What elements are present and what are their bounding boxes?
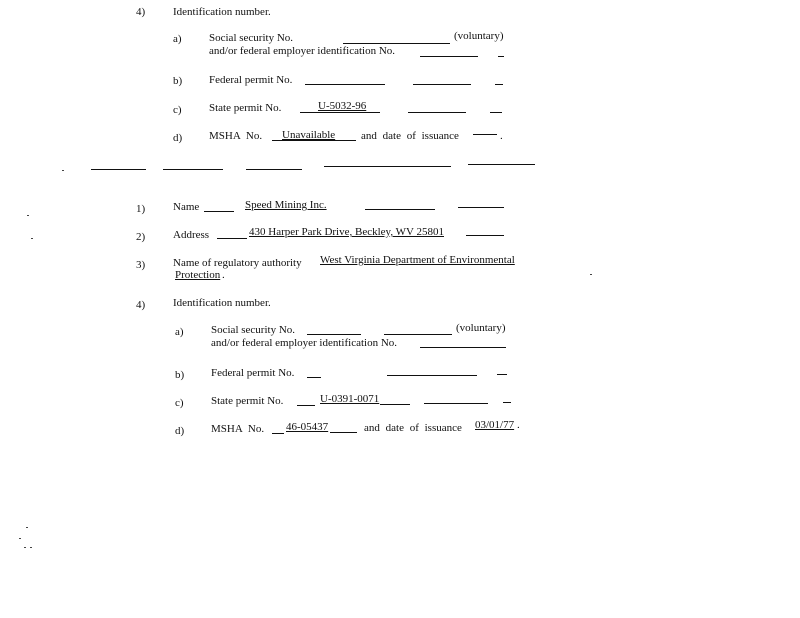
state-permit-blank-2 bbox=[408, 112, 466, 113]
subitem-letter: d) bbox=[175, 425, 185, 437]
item-number: 1) bbox=[136, 203, 146, 215]
scan-speck bbox=[26, 527, 28, 528]
state-permit-blank-3 bbox=[424, 403, 488, 404]
regulatory-authority-label: Name of regulatory authority bbox=[173, 257, 302, 269]
subitem-letter: c) bbox=[175, 397, 184, 409]
msha-blank-2 bbox=[330, 432, 357, 433]
subitem-letter: b) bbox=[175, 369, 185, 381]
msha-blank bbox=[272, 140, 356, 141]
msha-label: MSHA No. bbox=[211, 423, 265, 435]
regulatory-authority-value-cont: Protection bbox=[175, 269, 221, 281]
item-number: 4) bbox=[136, 299, 146, 311]
item-number: 2) bbox=[136, 231, 146, 243]
state-permit-blank-end bbox=[503, 402, 511, 403]
regulatory-authority-value: West Virginia Department of Environmental bbox=[320, 254, 515, 266]
voluntary-note: (voluntary) bbox=[454, 30, 504, 42]
subitem-letter: d) bbox=[173, 132, 183, 144]
msha-blank bbox=[272, 433, 284, 434]
subitem-letter: a) bbox=[173, 33, 182, 45]
address-blank-end bbox=[466, 235, 504, 236]
blank-line bbox=[324, 166, 451, 167]
voluntary-note: (voluntary) bbox=[456, 322, 506, 334]
issuance-label: and date of issuance bbox=[361, 130, 459, 142]
item-number: 3) bbox=[136, 259, 146, 271]
name-blank bbox=[204, 211, 234, 212]
scan-speck bbox=[62, 170, 64, 171]
federal-permit-label: Federal permit No. bbox=[211, 367, 295, 379]
msha-label: MSHA No. bbox=[209, 130, 263, 142]
state-permit-label: State permit No. bbox=[209, 102, 282, 114]
scan-speck bbox=[19, 538, 21, 539]
msha-value: Unavailable bbox=[282, 129, 336, 141]
fein-blank bbox=[420, 347, 506, 348]
federal-permit-blank-2 bbox=[387, 375, 477, 376]
period: . bbox=[517, 419, 520, 431]
issuance-value: 03/01/77 bbox=[475, 419, 515, 431]
address-value: 430 Harper Park Drive, Beckley, WV 25801 bbox=[249, 226, 444, 238]
fein-blank-end bbox=[498, 56, 504, 57]
name-blank-2 bbox=[365, 209, 435, 210]
state-permit-value: U-5032-96 bbox=[318, 100, 367, 112]
ssn-label: Social security No. bbox=[211, 324, 296, 336]
subitem-letter: b) bbox=[173, 75, 183, 87]
period: . bbox=[222, 269, 225, 281]
item-label: Identification number. bbox=[173, 6, 271, 18]
federal-permit-label: Federal permit No. bbox=[209, 74, 293, 86]
name-label: Name bbox=[173, 201, 200, 213]
blank-line bbox=[91, 169, 146, 170]
state-permit-blank-2 bbox=[380, 404, 410, 405]
state-permit-blank bbox=[300, 112, 380, 113]
fein-label: and/or federal employer identification No. bbox=[211, 337, 398, 349]
state-permit-label: State permit No. bbox=[211, 395, 284, 407]
issuance-label: and date of issuance bbox=[364, 422, 462, 434]
federal-permit-blank bbox=[307, 377, 321, 378]
state-permit-value: U-0391-0071 bbox=[320, 393, 380, 405]
federal-permit-blank-end bbox=[497, 374, 507, 375]
fein-blank bbox=[420, 56, 478, 57]
blank-line bbox=[163, 169, 223, 170]
federal-permit-blank bbox=[305, 84, 385, 85]
msha-value: 46-05437 bbox=[286, 421, 329, 433]
state-permit-blank-end bbox=[490, 112, 502, 113]
fein-label: and/or federal employer identification No. bbox=[209, 45, 396, 57]
ssn-blank bbox=[307, 334, 361, 335]
subitem-letter: a) bbox=[175, 326, 184, 338]
ssn-blank bbox=[343, 43, 450, 44]
blank-line bbox=[468, 164, 535, 165]
address-label: Address bbox=[173, 229, 210, 241]
scan-speck bbox=[30, 547, 32, 548]
ssn-blank-2 bbox=[384, 334, 452, 335]
name-blank-3 bbox=[458, 207, 504, 208]
state-permit-blank bbox=[297, 405, 315, 406]
subitem-letter: c) bbox=[173, 104, 182, 116]
name-value: Speed Mining Inc. bbox=[245, 199, 327, 211]
scan-speck bbox=[27, 215, 29, 216]
item-label: Identification number. bbox=[173, 297, 271, 309]
ssn-label: Social security No. bbox=[209, 32, 294, 44]
federal-permit-blank-end bbox=[495, 84, 503, 85]
scan-speck bbox=[31, 238, 33, 239]
issuance-blank bbox=[473, 134, 497, 135]
scan-speck bbox=[590, 274, 592, 275]
address-blank bbox=[217, 238, 247, 239]
federal-permit-blank-2 bbox=[413, 84, 471, 85]
blank-line bbox=[246, 169, 302, 170]
scan-speck bbox=[24, 547, 26, 548]
issuance-end: . bbox=[500, 130, 503, 142]
item-number: 4) bbox=[136, 6, 146, 18]
